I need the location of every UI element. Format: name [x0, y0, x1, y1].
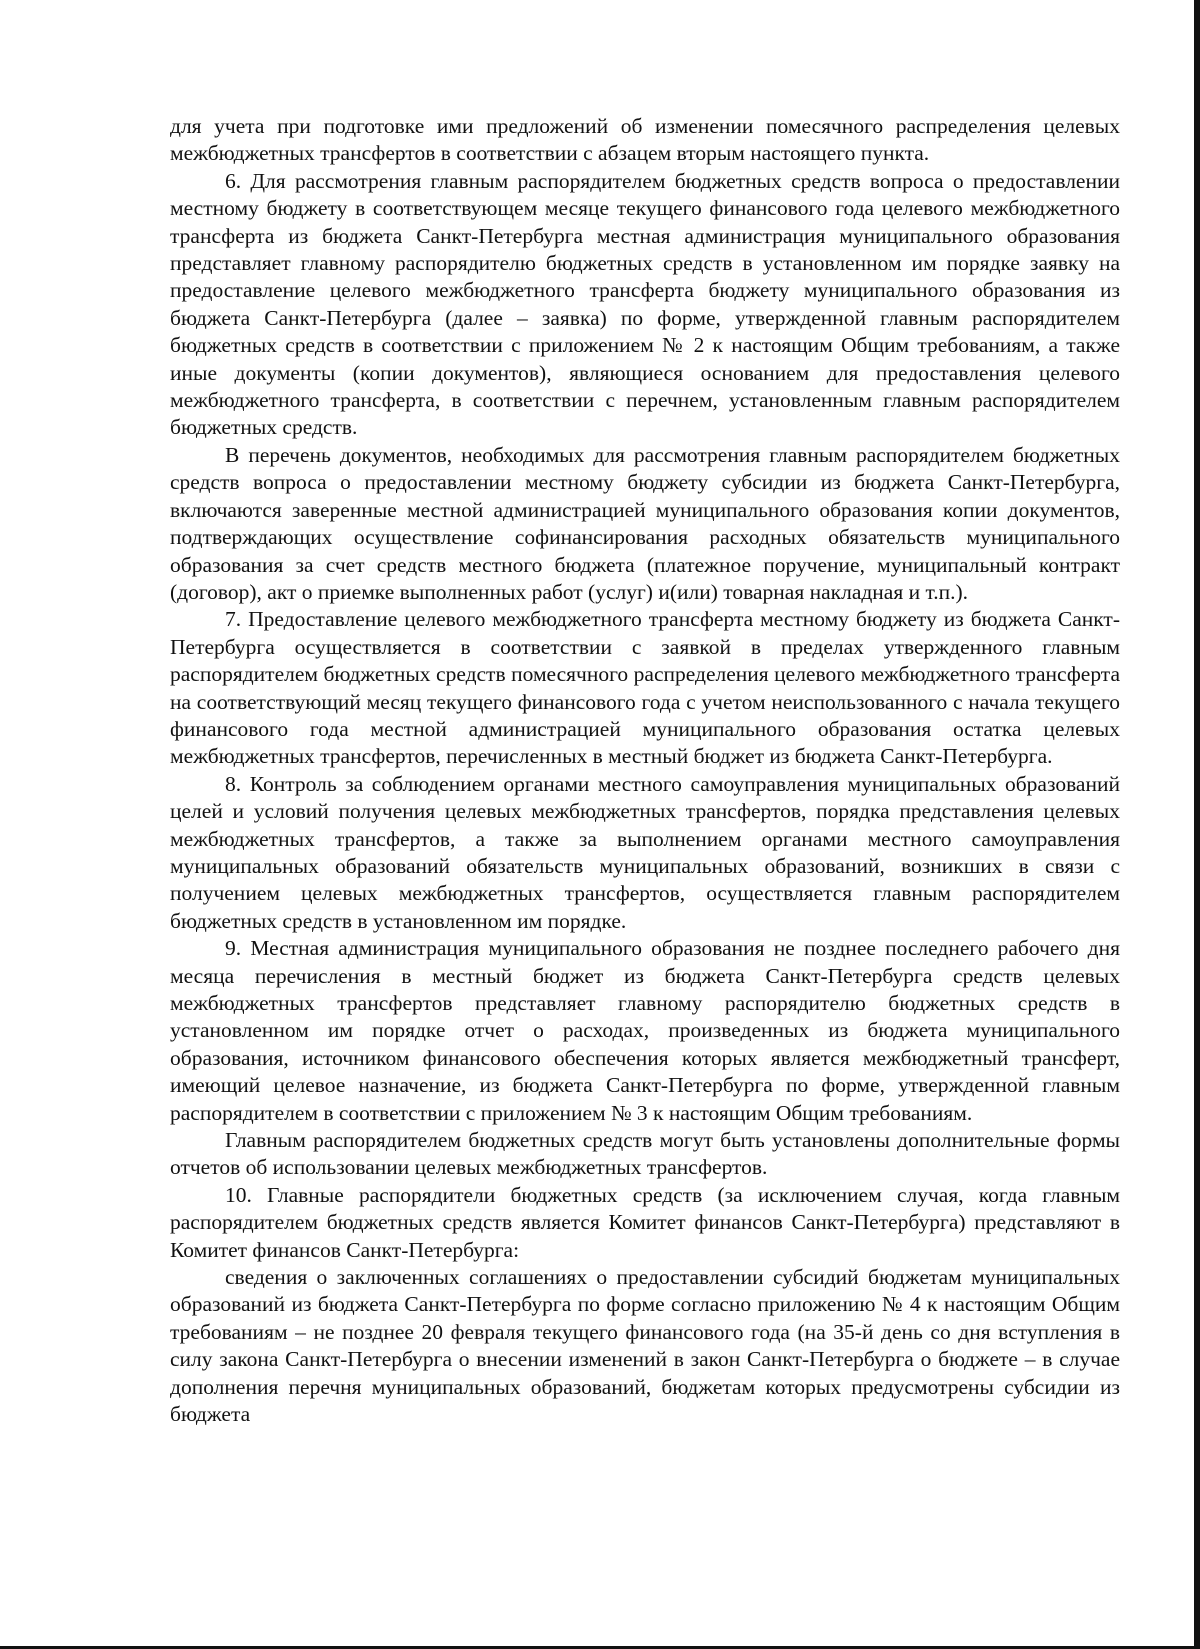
paragraph-continuation: для учета при подготовке ими предложений об изменении помесячного распределения целевых межбюджетных трансфертов в соответствии с абзацем вторым настоящего пункта. — [170, 114, 1120, 166]
paragraph-item-9: 9. Местная администрация муниципального образования не позднее последнего рабочего дня месяца перечисления в местный бюджет из бюджета Санкт-Петербурга средств целевых межбюджетных трансфертов представляет главному распорядителю бюджетных средств в установленном им порядке отчет о расходах, произведенных из бюджета муниципального образования, источником финансового обеспечения которых является межбюджетный трансферт, имеющий целевое назначение, из бюджета Санкт-Петербурга по форме, утвержденной главным распорядителем в соответствии с приложением № 3 к настоящим Общим требованиям. — [170, 936, 1120, 1125]
paragraph-item-7: 7. Предоставление целевого межбюджетного трансферта местному бюджету из бюджета Санкт-Петербурга осуществляется в соответствии с заявкой в пределах утвержденного главным распорядителем бюджетных средств помесячного распределения целевого межбюджетного трансферта на соответствующий месяц текущего финансового года с учетом неиспользованного с начала текущего финансового года местной администрацией муниципального образования остатка целевых межбюджетных трансфертов, перечисленных в местный бюджет из бюджета Санкт-Петербурга. — [170, 607, 1120, 769]
document-body — [170, 113, 1120, 1429]
paragraph-agreements-info: сведения о заключенных соглашениях о предоставлении субсидий бюджетам муниципальных образований из бюджета Санкт-Петербурга по форме согласно приложению № 4 к настоящим Общим требованиям – не позднее 20 февраля текущего финансового года (на 35-й день со дня вступления в силу закона Санкт-Петербурга о внесении изменений в закон Санкт-Петербурга о бюджете – в случае дополнения перечня муниципальных образований, бюджетам которых предусмотрены субсидии из бюджета — [170, 1265, 1120, 1427]
paragraph-item-8: 8. Контроль за соблюдением органами местного самоуправления муниципальных образований целей и условий получения целевых межбюджетных трансфертов, порядка представления целевых межбюджетных трансфертов, а также за выполнением органами местного самоуправления муниципальных образований обязательств муниципальных образований, возникших в связи с получением целевых межбюджетных трансфертов, осуществляется главным распорядителем бюджетных средств в установленном им порядке. — [170, 771, 1120, 933]
paragraph-item-10: 10. Главные распорядители бюджетных средств (за исключением случая, когда главным распорядителем бюджетных средств является Комитет финансов Санкт-Петербурга) представляют в Комитет финансов Санкт-Петербурга: — [170, 1182, 1120, 1262]
paragraph-additional-forms: Главным распорядителем бюджетных средств могут быть установлены дополнительные формы отчетов об использовании целевых межбюджетных трансфертов. — [170, 1128, 1120, 1180]
paragraph-documents-list: В перечень документов, необходимых для рассмотрения главным распорядителем бюджетных средств вопроса о предоставлении местному бюджету субсидии из бюджета Санкт-Петербурга, включаются заверенные местной администрацией муниципального образования копии документов, подтверждающих осуществление софинансирования расходных обязательств муниципального образования за счет средств местного бюджета (платежное поручение, муниципальный контракт (договор), акт о приемке выполненных работ (услуг) и(или) товарная накладная и т.п.). — [170, 442, 1120, 604]
scan-edge-right — [1194, 0, 1200, 1649]
paragraph-item-6: 6. Для рассмотрения главным распорядителем бюджетных средств вопроса о предоставлении местному бюджету в соответствующем месяце текущего финансового года целевого межбюджетного трансферта из бюджета Санкт-Петербурга местная администрация муниципального образования представляет главному распорядителю бюджетных средств в установленном им порядке заявку на предоставление целевого межбюджетного трансферта бюджету муниципального образования из бюджета Санкт-Петербурга (далее – заявка) по форме, утвержденной главным распорядителем бюджетных средств в соответствии с приложением № 2 к настоящим Общим требованиям, а также иные документы (копии документов), являющиеся основанием для предоставления целевого межбюджетного трансферта, в соответствии с перечнем, установленным главным распорядителем бюджетных средств. — [170, 168, 1120, 440]
